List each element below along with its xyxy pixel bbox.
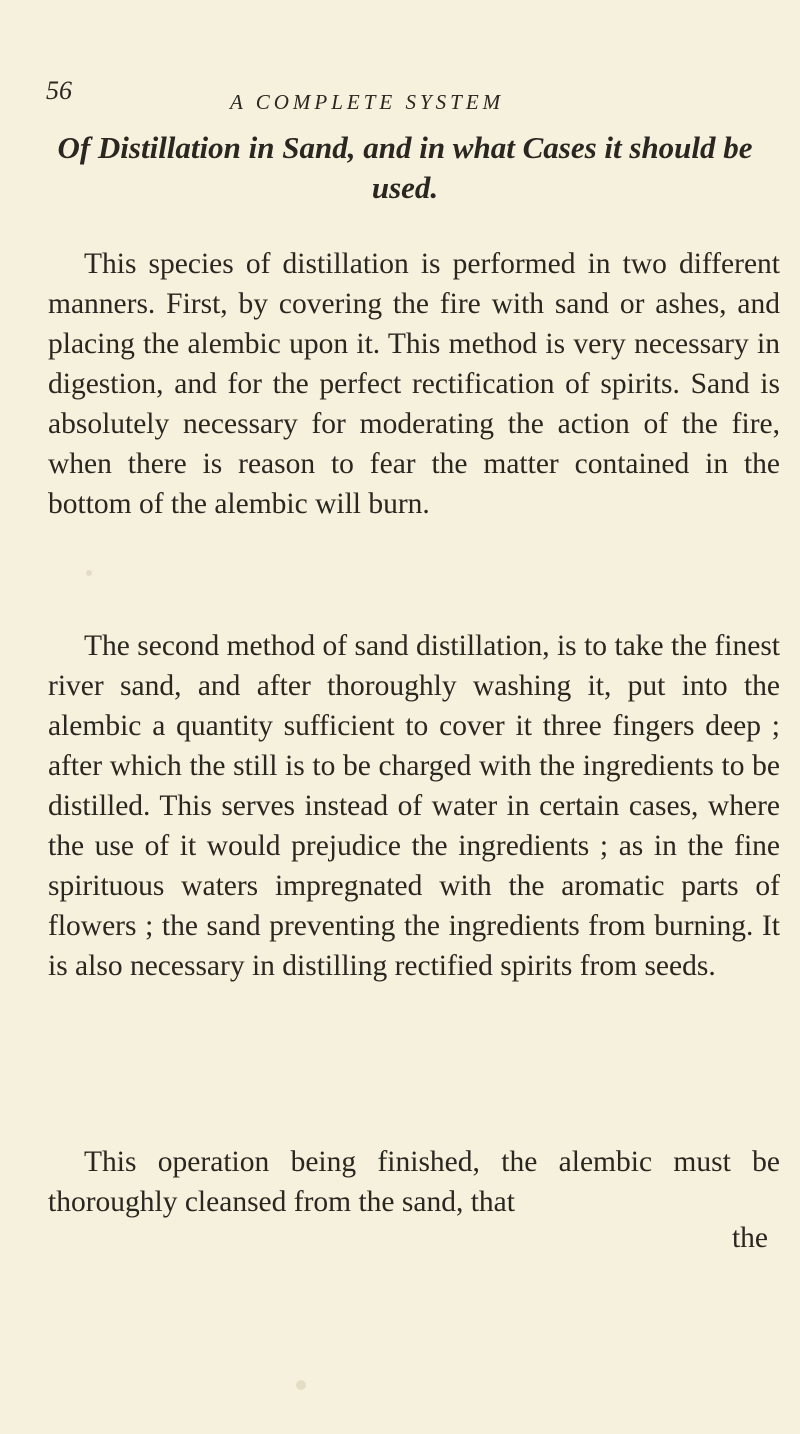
- section-heading: Of Distillation in Sand, and in what Cases it should be used.: [57, 130, 753, 205]
- running-head: A COMPLETE SYSTEM: [230, 90, 505, 114]
- paragraph: This operation being finished, the alembic must be thoroughly cleansed from the sand, that: [48, 1146, 780, 1218]
- page-number: 56: [46, 76, 72, 105]
- catchword: the: [731, 1222, 768, 1254]
- paper-stain: [296, 1380, 306, 1390]
- paragraph: The second method of sand distillation, is to take the finest river sand, and after thoroughly washing it, put into the alembic a quantity sufficient to cover it three fingers deep ; after which the still is to be charged with the ingredients to be distilled. This serves instead of water in certain cases, where the use of it would prejudice the ingredients ; as in the fine spirituous waters impregnated with the aromatic parts of flowers ; the sand preventing the ingredients from burning. It is also necessary in distilling rectified spirits from seeds.: [48, 630, 780, 982]
- paragraph: This species of distillation is performed in two different manners. First, by covering the fire with sand or ashes, and placing the alembic upon it. This method is very necessary in digestion, and for the perfect rectification of spirits. Sand is absolutely necessary for moderating the action of the fire, when there is reason to fear the matter contained in the bottom of the alembic will burn.: [48, 248, 780, 520]
- paper-stain: [86, 570, 92, 576]
